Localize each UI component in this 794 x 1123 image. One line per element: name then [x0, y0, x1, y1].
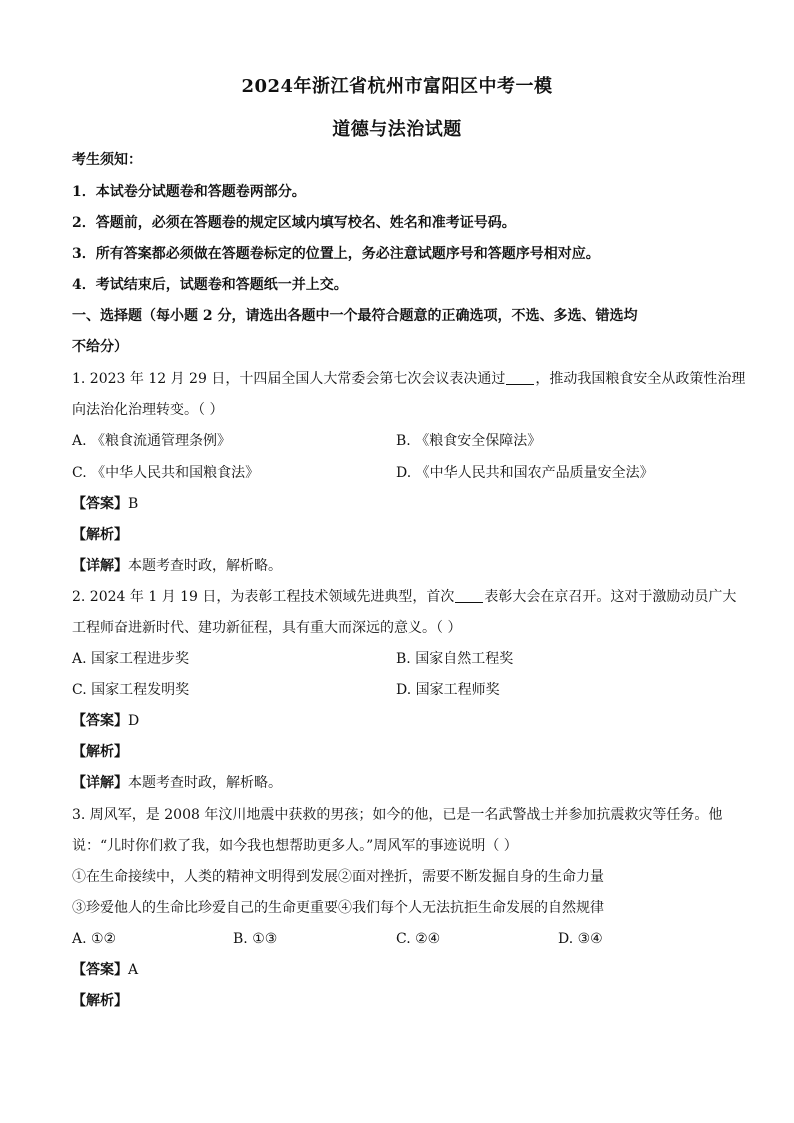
section-heading: 一、选择题（每小题 2 分，请选出各题中一个最符合题意的正确选项，不选、多选、错选均 — [72, 308, 638, 324]
section-heading-cont: 不给分） — [72, 339, 128, 355]
q3-option-a: A. ①② — [72, 931, 117, 947]
notice-item: 4．考试结束后，试题卷和答题纸一并上交。 — [72, 277, 348, 293]
page-title: 2024年浙江省杭州市富阳区中考一模 — [241, 76, 553, 97]
question-1-stem-cont: 向法治化治理转变。（ ） — [72, 402, 224, 418]
q3-answer: 【答案】A — [72, 962, 139, 978]
question-2-stem-cont: 工程师奋进新时代、建功新征程，具有重大而深远的意义。（ ） — [72, 620, 462, 636]
q3-analysis: 【解析】 — [72, 993, 128, 1009]
q1-option-c: C. 《中华人民共和国粮食法》 — [72, 465, 260, 481]
question-3-statements-cont: ③珍爱他人的生命比珍爱自己的生命更重要④我们每个人无法抗拒生命发展的自然规律 — [72, 900, 604, 916]
q2-option-b: B. 国家自然工程奖 — [396, 651, 514, 667]
q1-detail: 【详解】本题考查时政，解析略。 — [72, 558, 282, 574]
q1-option-d: D. 《中华人民共和国农产品质量安全法》 — [396, 465, 654, 481]
notice-heading: 考生须知： — [72, 152, 142, 168]
question-2-stem: 2. 2024 年 1 月 19 日，为表彰工程技术领域先进典型，首次 表彰大会在京召开。这对于激励动员广大 — [72, 589, 737, 605]
q1-option-b: B. 《粮食安全保障法》 — [396, 433, 542, 449]
answer-blank — [455, 588, 483, 603]
page-subtitle: 道德与法治试题 — [332, 119, 462, 140]
q3-option-d: D. ③④ — [558, 931, 603, 947]
q3-option-c: C. ②④ — [396, 931, 441, 947]
q2-option-c: C. 国家工程发明奖 — [72, 682, 190, 698]
q2-option-a: A. 国家工程进步奖 — [72, 651, 190, 667]
q1-option-a: A. 《粮食流通管理条例》 — [72, 433, 232, 449]
q1-analysis: 【解析】 — [72, 527, 128, 543]
question-3-statements: ①在生命接续中，人类的精神文明得到发展②面对挫折，需要不断发掘自身的生命力量 — [72, 869, 604, 885]
q2-analysis: 【解析】 — [72, 744, 128, 760]
notice-item: 3．所有答案都必须做在答题卷标定的位置上，务必注意试题序号和答题序号相对应。 — [72, 246, 600, 262]
q2-detail: 【详解】本题考查时政，解析略。 — [72, 775, 282, 791]
answer-blank — [506, 370, 534, 385]
q2-answer: 【答案】D — [72, 713, 140, 729]
question-1-stem: 1. 2023 年 12 月 29 日，十四届全国人大常委会第七次会议表决通过 ，推动我国粮食安全从政策性治理 — [72, 371, 746, 387]
q1-answer: 【答案】B — [72, 496, 139, 512]
notice-item: 1．本试卷分试题卷和答题卷两部分。 — [72, 184, 306, 200]
q3-option-b: B. ①③ — [233, 931, 278, 947]
question-3-stem: 3. 周风军，是 2008 年汶川地震中获救的男孩；如今的他，已是一名武警战士并参加抗震救灾等任务。他 — [72, 807, 723, 823]
q2-option-d: D. 国家工程师奖 — [396, 682, 500, 698]
notice-item: 2．答题前，必须在答题卷的规定区域内填写校名、姓名和准考证号码。 — [72, 215, 516, 231]
question-3-stem-cont: 说：“儿时你们救了我，如今我也想帮助更多人。”周风军的事迹说明（ ） — [72, 838, 518, 854]
